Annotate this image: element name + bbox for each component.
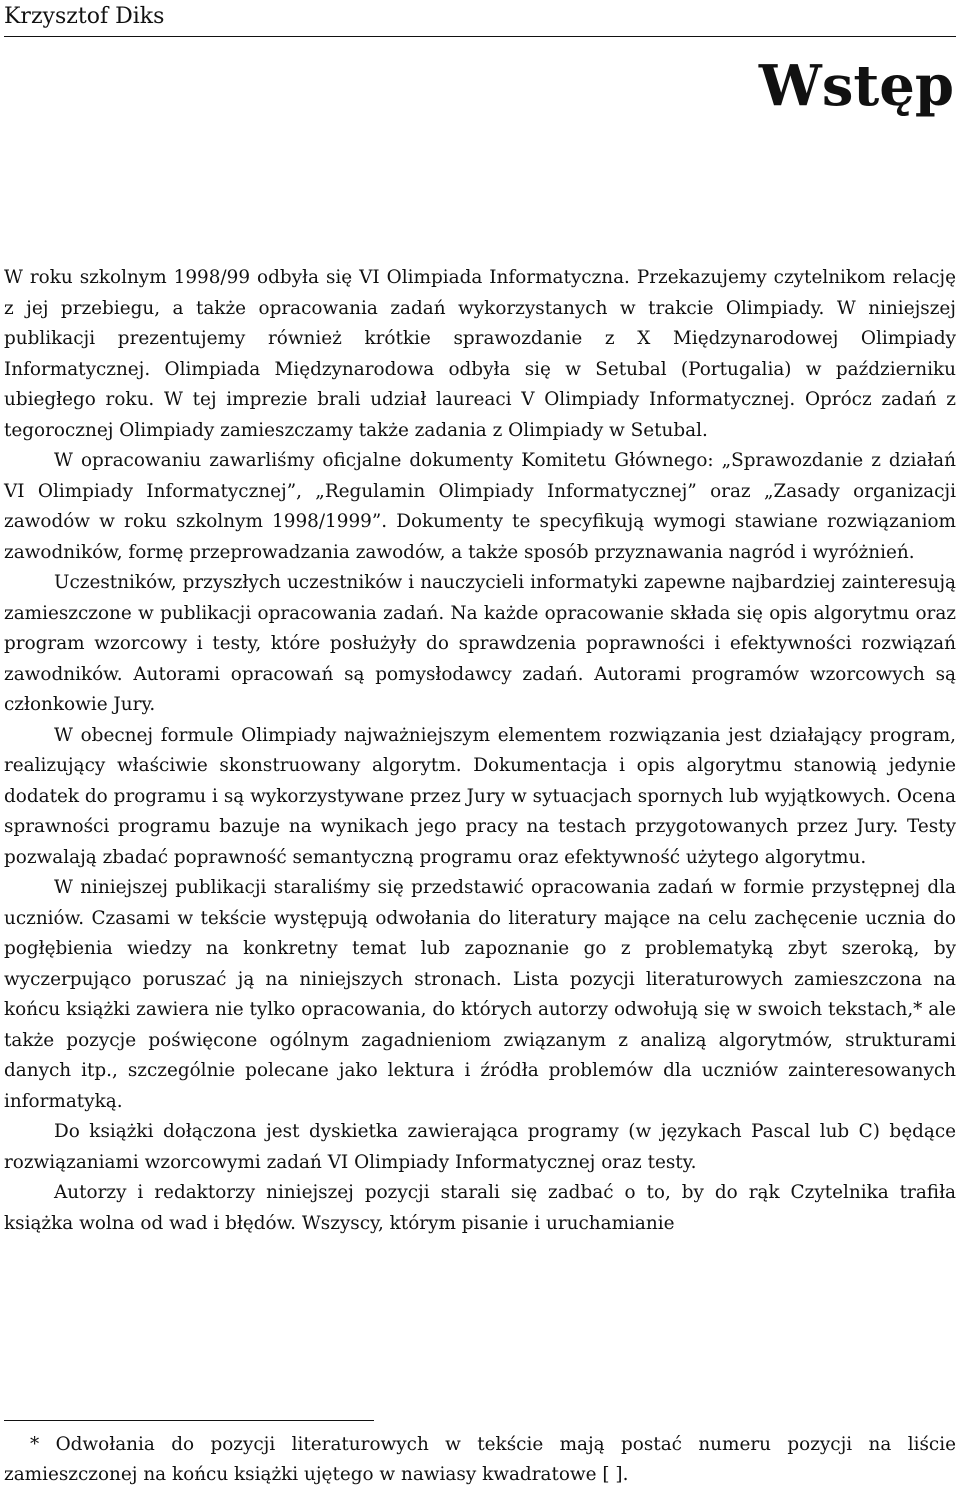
- paragraph: Do książki dołączona jest dyskietka zawierająca programy (w językach Pascal lub C) będące rozwiązaniami wzorcowymi zadań VI Olimpiady Informatycznej oraz testy.: [4, 1121, 956, 1173]
- paragraph: Autorzy i redaktorzy niniejszej pozycji starali się zadbać o to, by do rąk Czytelnika trafiła książka wolna od wad i błędów. Wszyscy, którym pisanie i uruchamianie: [4, 1182, 956, 1234]
- paragraph: W roku szkolnym 1998/99 odbyła się VI Olimpiada Informatyczna. Przekazujemy czytelnikom relację z jej przebiegu, a także opracowania zadań wykorzystanych w trakcie Olimpiady. W niniejszej publikacji prezentujemy również krótkie sprawozdanie z X Międzynarodowej Olimpiady Informatycznej. Olimpiada Międzynarodowa odbyła się w Setubal (Portugalia) w październiku ubiegłego roku. W tej imprezie brali udział laureaci V Olimpiady Informatycznej. Oprócz zadań z tegorocznej Olimpiady zamieszczamy także zadania z Olimpiady w Setubal.: [4, 267, 956, 441]
- footnote-divider: [4, 1420, 374, 1421]
- body-text: [4, 263, 956, 1239]
- paragraph: Uczestników, przyszłych uczestników i nauczycieli informatyki zapewne najbardziej zainteresują zamieszczone w publikacji opracowania zadań. Na każde opracowanie składa się opis algorytmu oraz program wzorcowy i testy, które posłużyły do sprawdzenia poprawności i efektywności rozwiązań zawodników. Autorami opracowań są pomysłodawcy zadań. Autorami programów wzorcowych są członkowie Jury.: [4, 572, 956, 715]
- chapter-title: Wstęp: [758, 53, 954, 119]
- header-author: Krzysztof Diks: [4, 4, 165, 29]
- paragraph: W opracowaniu zawarliśmy oficjalne dokumenty Komitetu Głównego: „Sprawozdanie z działań VI Olimpiady Informatycznej”, „Regulamin Olimpiady Informatycznej” oraz „Zasady organizacji zawodów w roku szkolnym 1998/1999”. Dokumenty te specyfikują wymogi stawiane rozwiązaniom zawodników, formę przeprowadzania zawodów, a także sposób przyznawania nagród i wyróżnień.: [4, 450, 956, 563]
- paragraph: W obecnej formule Olimpiady najważniejszym elementem rozwiązania jest działający program, realizujący właściwie skonstruowany algorytm. Dokumentacja i opis algorytmu stanowią jedynie dodatek do programu i są wykorzystywane przez Jury w sytuacjach spornych lub wyjątkowych. Ocena sprawności programu bazuje na wynikach jego pracy na testach przygotowanych przez Jury. Testy pozwalają zbadać poprawność semantyczną programu oraz efektywność użytego algorytmu.: [4, 724, 956, 868]
- footnote: * Odwołania do pozycji literaturowych w tekście mają postać numeru pozycji na liście zamieszczonej na końcu książki ujętego w nawiasy kwadratowe [ ].: [4, 1434, 956, 1485]
- page-header: [4, 2, 956, 37]
- paragraph: W niniejszej publikacji staraliśmy się przedstawić opracowania zadań w formie przystępnej dla uczniów. Czasami w tekście występują odwołania do literatury mające na celu zachęcenie ucznia do pogłębienia wiedzy na konkretny temat lub zapoznanie go z problematyką zbyt szeroką, by wyczerpująco poruszać ją na niniejszych stronach. Lista pozycji literaturowych zamieszczona na końcu książki zawiera nie tylko opracowania, do których autorzy odwołują się w swoich tekstach,* ale także pozycje poświęcone ogólnym zagadnieniom związanym z analizą algorytmów, strukturami danych itp., szczególnie polecane jako lektura i źródła problemów dla uczniów zainteresowanych informatyką.: [4, 877, 956, 1112]
